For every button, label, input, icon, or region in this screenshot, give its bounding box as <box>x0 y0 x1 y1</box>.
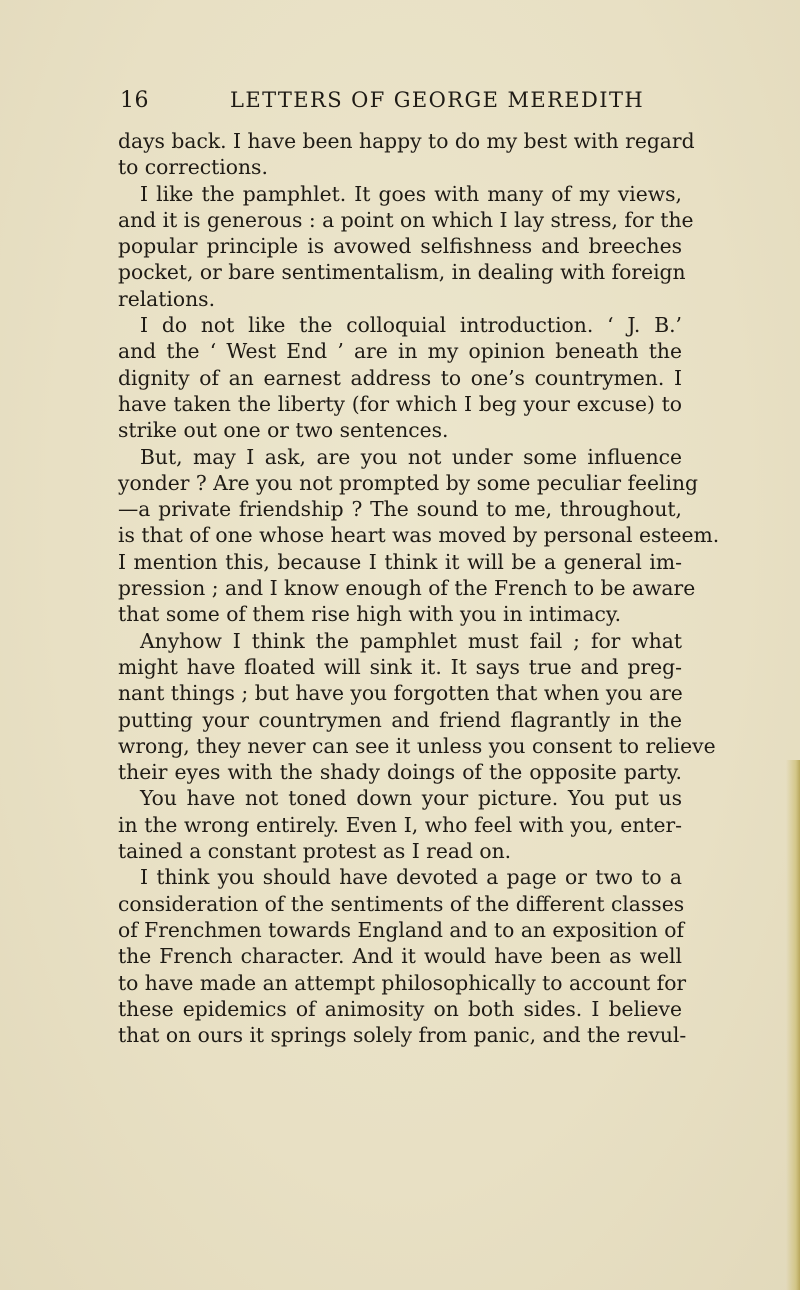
text-line: the French character. And it would have been as well <box>118 944 682 969</box>
text-line: dignity of an earnest address to one’s countrymen. I <box>118 365 682 390</box>
text-line: and the ‘ West End ’ are in my opinion beneath the <box>118 339 682 364</box>
text-line: pression ; and I know enough of the French to be aware <box>118 576 696 601</box>
page-edge-stain <box>786 760 800 1290</box>
text-line: that some of them rise high with you in intimacy. <box>118 602 622 627</box>
text-line: have taken the liberty (for which I beg your excuse) to <box>118 391 682 416</box>
text-line: of Frenchmen towards England and to an exposition of <box>118 917 685 942</box>
text-line: their eyes with the shady doings of the opposite party. <box>118 760 682 785</box>
text-line: Anyhow I think the pamphlet must fail ; for what <box>140 628 682 653</box>
text-line: might have floated will sink it. It says true and preg- <box>118 654 682 679</box>
text-line: —a private friendship ? The sound to me, throughout, <box>118 497 682 522</box>
text-line: to have made an attempt philosophically to account for <box>118 970 687 995</box>
text-line: strike out one or two sentences. <box>118 418 449 443</box>
text-line: I think you should have devoted a page or two to a <box>140 865 682 890</box>
text-line: I like the pamphlet. It goes with many of my views, <box>140 181 682 206</box>
text-line: yonder ? Are you not prompted by some peculiar feeling <box>118 470 699 495</box>
text-line: is that of one whose heart was moved by personal esteem. <box>118 523 720 548</box>
text-line: wrong, they never can see it unless you consent to relieve <box>118 733 716 758</box>
text-line: relations. <box>118 286 216 311</box>
text-line: tained a constant protest as I read on. <box>118 839 512 864</box>
letter-body <box>118 128 720 1048</box>
text-line: putting your countrymen and friend flagrantly in the <box>118 707 682 732</box>
text-line: nant things ; but have you forgotten that when you are <box>118 681 683 706</box>
text-line: But, may I ask, are you not under some influence <box>140 444 682 469</box>
text-line: days back. I have been happy to do my best with regard <box>118 129 695 153</box>
text-line: pocket, or bare sentimentalism, in dealing with foreign <box>118 260 686 285</box>
text-line: consideration of the sentiments of the different classes <box>118 891 685 916</box>
text-line: that on ours it springs solely from panic, and the revul- <box>118 1023 687 1048</box>
text-line: in the wrong entirely. Even I, who feel with you, enter- <box>118 812 682 837</box>
text-line: and it is generous : a point on which I lay stress, for the <box>118 207 694 232</box>
text-line: I mention this, because I think it will be a general im- <box>118 549 682 574</box>
text-line: You have not toned down your picture. You put us <box>140 786 682 811</box>
text-line: I do not like the colloquial introduction. ‘ J. B.’ <box>140 313 682 338</box>
text-line: to corrections. <box>118 155 268 180</box>
text-line: these epidemics of animosity on both sides. I believe <box>118 996 682 1021</box>
page-header <box>120 88 680 120</box>
page-number: 16 <box>120 88 149 113</box>
running-head: LETTERS OF GEORGE MEREDITH <box>230 88 645 112</box>
text-line: popular principle is avowed selfishness and breeches <box>118 234 682 259</box>
